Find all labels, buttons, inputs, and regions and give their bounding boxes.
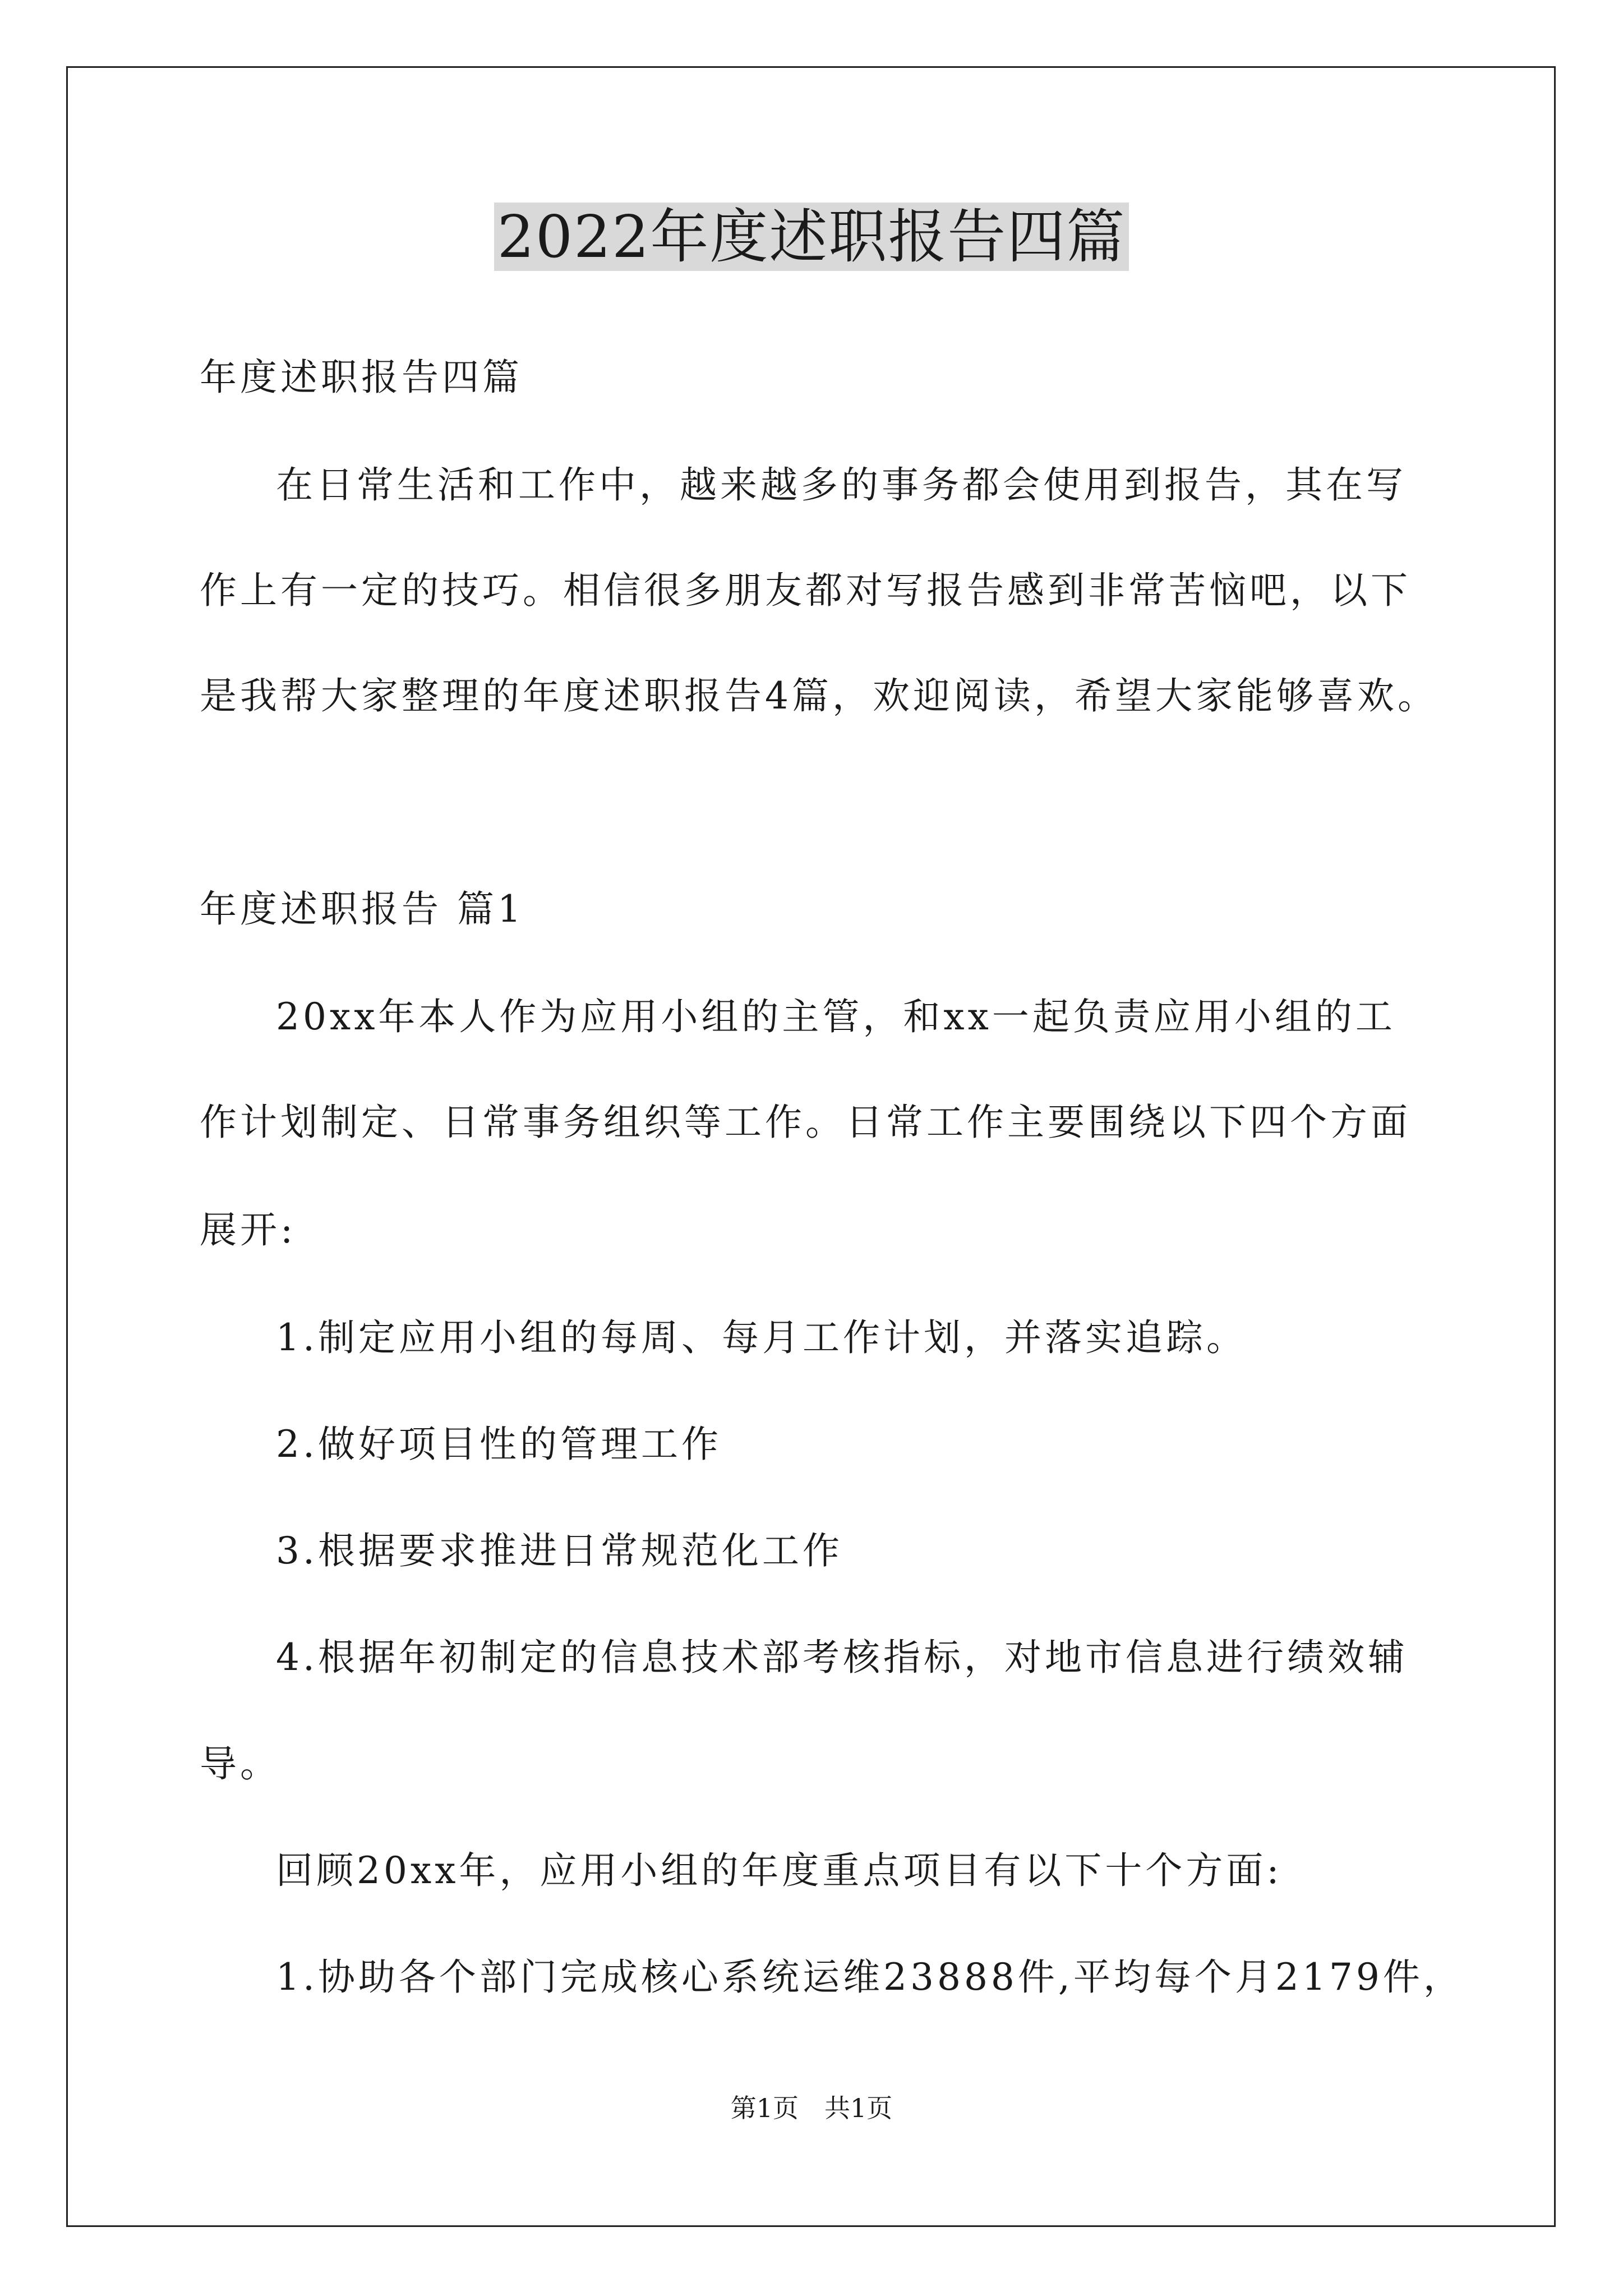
section-heading: 年度述职报告 篇1 (200, 887, 524, 931)
intro-line-3: 是我帮大家整理的年度述职报告4篇，欢迎阅读，希望大家能够喜欢。 (200, 674, 1438, 717)
body-line-3: 展开: (200, 1208, 297, 1251)
review-intro-line: 回顾20xx年，应用小组的年度重点项目有以下十个方面: (276, 1849, 1283, 1892)
list-item-1: 1.制定应用小组的每周、每月工作计划，并落实追踪。 (276, 1316, 1247, 1359)
review-item-1: 1.协助各个部门完成核心系统运维23888件,平均每个月2179件， (276, 1955, 1464, 1999)
intro-line-1: 在日常生活和工作中，越来越多的事务都会使用到报告，其在写 (276, 463, 1407, 507)
document-title: 2022年度述职报告四篇 (0, 197, 1623, 276)
document-subtitle: 年度述职报告四篇 (200, 356, 523, 399)
list-item-3: 3.根据要求推进日常规范化工作 (276, 1529, 843, 1572)
page-number: 第1页 共1页 (730, 2093, 893, 2123)
body-line-1: 20xx年本人作为应用小组的主管，和xx一起负责应用小组的工 (276, 995, 1396, 1038)
list-item-4-continued: 导。 (200, 1742, 280, 1786)
list-item-2: 2.做好项目性的管理工作 (276, 1423, 722, 1466)
intro-line-2: 作上有一定的技巧。相信很多朋友都对写报告感到非常苦恼吧，以下 (200, 569, 1411, 612)
list-item-4: 4.根据年初制定的信息技术部考核指标，对地市信息进行绩效辅 (276, 1636, 1408, 1679)
body-line-2: 作计划制定、日常事务组织等工作。日常工作主要围绕以下四个方面 (200, 1101, 1411, 1144)
